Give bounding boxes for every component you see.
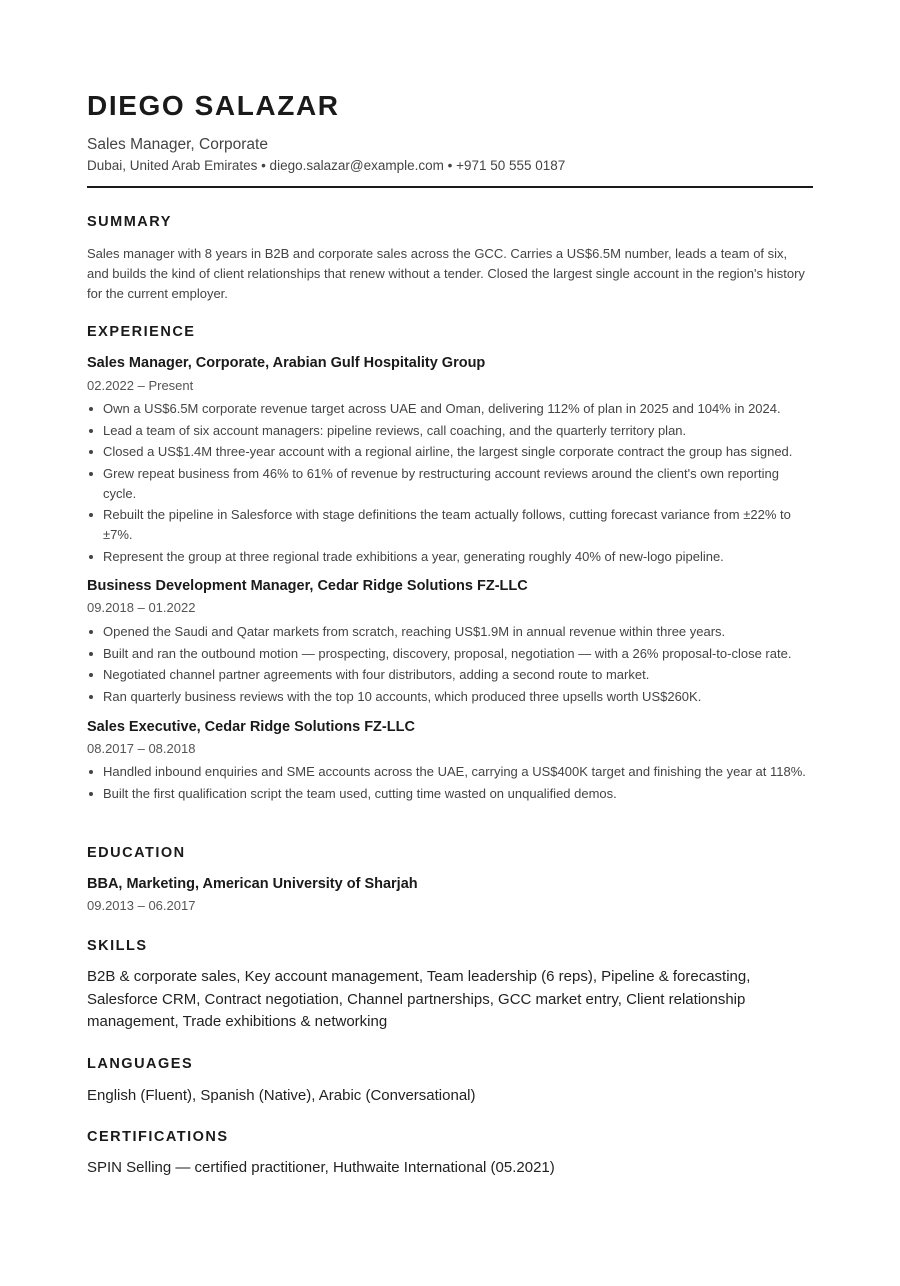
education-dates: 09.2013 – 06.2017: [87, 898, 196, 913]
job-bullet: Built and ran the outbound motion — prospecting, discovery, proposal, negotiation — with a 26% proposal-to-close rate.: [87, 644, 809, 664]
certifications-text: SPIN Selling — certified practitioner, Huthwaite International (05.2021): [87, 1159, 555, 1176]
skills-text: B2B & corporate sales, Key account management, Team leadership (6 reps), Pipeline & forecasting, Salesforce CRM, Contract negotiation, Channel partnerships, GCC market entry, Client relationship management, Trade exhibitions & networking: [87, 968, 751, 1030]
job-bullet-list: [87, 762, 809, 805]
job-bullet: Closed a US$1.4M three-year account with a regional airline, the largest single corporate contract the group has signed.: [87, 442, 809, 462]
job-bullet: Lead a team of six account managers: pipeline reviews, call coaching, and the quarterly territory plan.: [87, 421, 809, 441]
degree-title: BBA, Marketing, American University of Sharjah: [87, 876, 418, 892]
skills-heading: SKILLS: [87, 938, 148, 954]
job-bullet: Grew repeat business from 46% to 61% of revenue by restructuring account reviews around the client's own reporting cycle.: [87, 464, 809, 504]
job-bullet: Opened the Saudi and Qatar markets from scratch, reaching US$1.9M in annual revenue within three years.: [87, 622, 809, 642]
job-bullet: Negotiated channel partner agreements with four distributors, adding a second route to market.: [87, 665, 809, 685]
languages-text: English (Fluent), Spanish (Native), Arabic (Conversational): [87, 1087, 476, 1104]
summary-heading: SUMMARY: [87, 214, 172, 230]
job-bullet: Ran quarterly business reviews with the top 10 accounts, which produced three upsells worth US$260K.: [87, 687, 809, 707]
experience-heading: EXPERIENCE: [87, 324, 196, 340]
job-bullet: Own a US$6.5M corporate revenue target across UAE and Oman, delivering 112% of plan in 2025 and 104% in 2024.: [87, 399, 809, 419]
job-bullet: Represent the group at three regional trade exhibitions a year, generating roughly 40% of new-logo pipeline.: [87, 547, 809, 567]
header-divider: [87, 186, 813, 188]
job-dates: 02.2022 – Present: [87, 378, 194, 393]
job-bullet-list: [87, 622, 809, 708]
job-bullet-list: [87, 399, 809, 568]
job-title: Business Development Manager, Cedar Ridge Solutions FZ-LLC: [87, 578, 528, 594]
job-bullet: Built the first qualification script the team used, cutting time wasted on unqualified demos.: [87, 784, 809, 804]
contact-line: Dubai, United Arab Emirates • diego.salazar@example.com • +971 50 555 0187: [87, 158, 566, 173]
job-title: Sales Manager, Corporate, Arabian Gulf Hospitality Group: [87, 355, 486, 371]
summary-text: Sales manager with 8 years in B2B and corporate sales across the GCC. Carries a US$6.5M number, leads a team of six, and builds the kind of client relationships that renew without a tender. Closed the largest single account in the region's history for the current employer.: [87, 246, 805, 301]
job-dates: 09.2018 – 01.2022: [87, 600, 196, 615]
languages-heading: LANGUAGES: [87, 1056, 194, 1072]
candidate-headline: Sales Manager, Corporate: [87, 136, 268, 153]
job-bullet: Rebuilt the pipeline in Salesforce with stage definitions the team actually follows, cutting forecast variance from ±22% to ±7%.: [87, 505, 809, 545]
job-dates: 08.2017 – 08.2018: [87, 741, 196, 756]
certifications-heading: CERTIFICATIONS: [87, 1129, 229, 1145]
candidate-name: DIEGO SALAZAR: [87, 90, 340, 121]
education-heading: EDUCATION: [87, 845, 186, 861]
job-title: Sales Executive, Cedar Ridge Solutions FZ-LLC: [87, 719, 415, 735]
job-bullet: Handled inbound enquiries and SME accounts across the UAE, carrying a US$400K target and finishing the year at 118%.: [87, 762, 809, 782]
